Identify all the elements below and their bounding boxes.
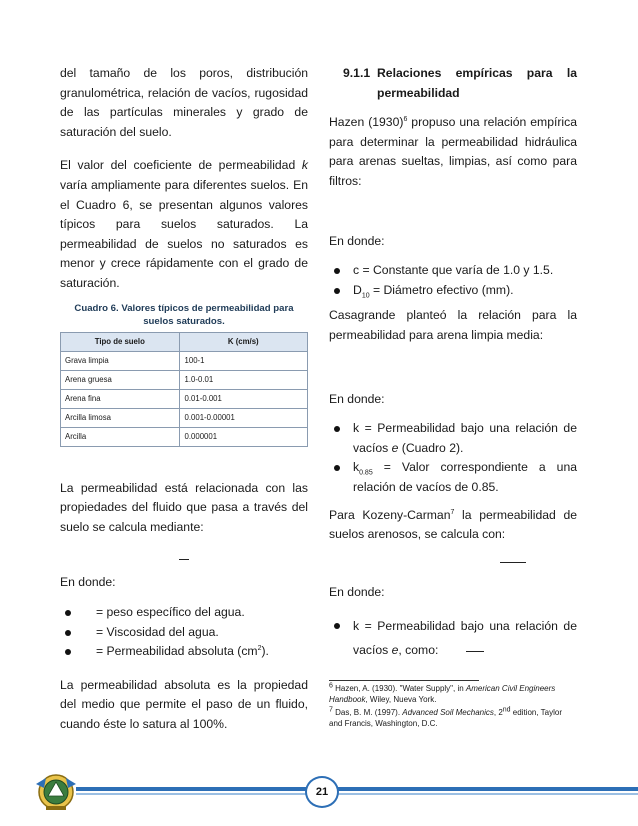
- text-run: , Wiley, Nueva York.: [365, 695, 437, 705]
- bullet-constant-c: [329, 261, 577, 281]
- cell-k: 0.01-0.001: [179, 389, 307, 408]
- footnote-separator: [329, 680, 479, 681]
- footnote-number: 7: [329, 706, 333, 714]
- bullet-specific-weight: [60, 603, 308, 623]
- footnote-7: [329, 707, 577, 729]
- paragraph-pore-size: del tamaño de los poros, distribución granulométrica, relación de vacíos, rugosidad de las partículas minerales y grado de saturación del suelo.: [60, 66, 308, 139]
- cell-k: 1.0-0.01: [179, 370, 307, 389]
- text-run: Advanced Soil Mechanics: [402, 708, 494, 718]
- subscript: 10: [361, 292, 370, 300]
- permeability-table: [60, 332, 308, 447]
- paragraph-absolute-permeability: La permeabilidad absoluta es la propiedad del medio que permite el paso de un fluido, cuando éste lo satura al 100%.: [60, 677, 308, 731]
- text-run: American Civil Engineers Handbook: [329, 684, 556, 705]
- k-symbol: k: [301, 158, 308, 173]
- page-number: 21: [305, 776, 339, 808]
- cell-soil: Grava limpia: [61, 351, 180, 370]
- cell-k: 100-1: [179, 351, 307, 370]
- paragraph-kozeny-carman: [329, 506, 577, 545]
- paragraph-hazen: [329, 113, 577, 191]
- bullet-effective-diameter: [329, 281, 577, 301]
- page-footer: [0, 766, 638, 814]
- e-symbol: e: [391, 643, 399, 658]
- cell-soil: Arcilla limosa: [61, 408, 180, 427]
- text-run: = Diámetro efectivo (mm).: [369, 282, 514, 297]
- cell-soil: Arcilla: [61, 427, 180, 446]
- en-donde-label: En donde:: [329, 233, 385, 248]
- table-row: [61, 370, 308, 389]
- en-donde-label: En donde:: [329, 584, 385, 599]
- table-row: [61, 351, 308, 370]
- bullet-k-permeability: [329, 419, 577, 458]
- table-row: [61, 408, 308, 427]
- bullet-k-como: [329, 614, 577, 662]
- bullet-absolute-permeability: [60, 642, 308, 662]
- text-run: c = Constante que varía de 1.0 y 1.5.: [353, 263, 554, 278]
- bullet-k085: [329, 458, 577, 497]
- en-donde-label: En donde:: [329, 391, 385, 406]
- bullet-icon: [334, 426, 340, 432]
- text-run: edition, Taylor and Francis, Washington, D.C.: [329, 708, 563, 729]
- text-run: = Viscosidad del agua.: [96, 624, 219, 639]
- cell-soil: Arena gruesa: [61, 370, 180, 389]
- equation-permeability: [60, 537, 308, 573]
- text-run: El valor del coeficiente de permeabilidad: [60, 158, 302, 173]
- text-run: k = Permeabilidad bajo una relación de vacíos: [353, 619, 577, 658]
- equation-hazen: [329, 192, 577, 232]
- institution-emblem-icon: [28, 768, 84, 812]
- footnote-ref: 6: [403, 116, 408, 124]
- footnote-6: [329, 683, 577, 705]
- text-run: Hazen, A. (1930). "Water Supply", in: [332, 684, 466, 694]
- bullet-icon: [334, 268, 340, 274]
- equation-kozeny: [329, 545, 577, 583]
- paragraph-permeability-value: [60, 156, 308, 293]
- text-run: ).: [261, 644, 269, 659]
- footnote-number: 6: [329, 682, 333, 690]
- bullet-icon: [65, 610, 71, 616]
- column-header-soil-type: Tipo de suelo: [61, 332, 180, 351]
- footer-band-light: [76, 793, 638, 795]
- left-column: [60, 64, 308, 734]
- fraction-bar: [466, 651, 484, 652]
- table-caption: Cuadro 6. Valores típicos de permeabilidad para suelos saturados.: [74, 302, 294, 327]
- cell-k: 0.001-0.00001: [179, 408, 307, 427]
- text-run: , como:: [398, 643, 439, 658]
- section-title: Relaciones empíricas para la permeabilidad: [377, 66, 577, 100]
- bullet-icon: [334, 288, 340, 294]
- text-run: , 2: [493, 708, 503, 718]
- section-heading: [329, 64, 577, 103]
- cell-k: 0.000001: [179, 427, 307, 446]
- superscript: nd: [502, 706, 511, 714]
- text-run: D: [353, 282, 362, 297]
- e-symbol: e: [391, 440, 399, 455]
- footer-band: [76, 787, 638, 791]
- text-run: Para Kozeny-Carman: [329, 507, 451, 522]
- text-run: Das, B. M. (1997).: [332, 708, 403, 718]
- text-run: = peso específico del agua.: [96, 604, 245, 619]
- column-header-k: K (cm/s): [179, 332, 307, 351]
- en-donde-label: En donde:: [60, 575, 116, 590]
- fraction-bar: [500, 562, 526, 563]
- table-header-row: [61, 332, 308, 351]
- text-run: = Valor correspondiente a una relación de vacíos de 0.85.: [353, 460, 577, 494]
- equation-casagrande: [329, 346, 577, 390]
- cell-soil: Arena fina: [61, 389, 180, 408]
- paragraph-fluid-properties: La permeabilidad está relacionada con las propiedades del fluido que pasa a través del suelo se calcula mediante:: [60, 480, 308, 534]
- subscript: 0.85: [359, 469, 373, 477]
- bullet-icon: [334, 465, 340, 471]
- superscript: 2: [257, 645, 262, 653]
- bullet-icon: [65, 649, 71, 655]
- text-run: k: [353, 460, 360, 475]
- text-run: la permeabilidad de suelos arenosos, se calcula con:: [329, 507, 578, 542]
- text-run: (Cuadro 2).: [398, 440, 464, 455]
- section-number: 9.1.1: [343, 66, 371, 80]
- paragraph-casagrande: Casagrande planteó la relación para la permeabilidad para arena limpia media:: [329, 308, 577, 342]
- text-run: varía ampliamente para diferentes suelos. En el Cuadro 6, se presentan algunos valores típicos para suelos saturados. La permeabilidad de suelos no saturados es menor y crece rápidamente con el grado de saturación.: [60, 177, 308, 290]
- table-row: [61, 427, 308, 446]
- footnote-ref: 7: [450, 508, 455, 516]
- right-column: [329, 64, 577, 729]
- text-run: Hazen (1930): [329, 115, 404, 130]
- table-row: [61, 389, 308, 408]
- text-run: propuso una relación empírica para determinar la permeabilidad hidráulica para arenas sueltas, limpias, así como para filtros:: [329, 115, 577, 188]
- text-run: = Permeabilidad absoluta (cm: [96, 644, 258, 659]
- text-run: k = Permeabilidad bajo una relación de vacíos: [353, 421, 577, 455]
- fraction-bar: [179, 559, 189, 560]
- bullet-icon: [65, 630, 71, 636]
- bullet-viscosity: [60, 623, 308, 643]
- bullet-icon: [334, 623, 340, 629]
